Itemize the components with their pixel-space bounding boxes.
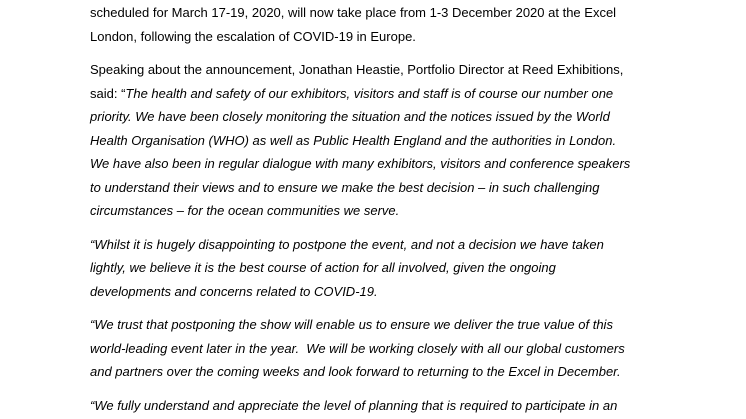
quote-text-line: and partners over the coming weeks and look forward to returning to the Excel in December.: [90, 364, 621, 379]
text-line: Speaking about the announcement, Jonathan Heastie, Portfolio Director at Reed Exhibitions,: [90, 62, 624, 77]
quote-text-line: “We trust that postponing the show will enable us to ensure we deliver the true value of this: [90, 317, 613, 332]
text-line: said: “: [90, 85, 126, 101]
paragraph-announcement-quote: [90, 58, 656, 223]
quote-text-line: The health and safety of our exhibitors, visitors and staff is of course our number one: [125, 85, 614, 101]
document-body: [90, 1, 656, 419]
quote-text-line: lightly, we believe it is the best course of action for all involved, given the ongoing: [90, 260, 556, 275]
quote-text-line: circumstances – for the ocean communities we serve.: [90, 203, 400, 218]
paragraph-planning-quote: [90, 394, 656, 418]
quote-text-line: developments and concerns related to COVID-19.: [90, 283, 378, 299]
quote-text-line: to understand their views and to ensure we make the best decision – in such challenging: [90, 179, 600, 195]
paragraph-trust-quote: [90, 313, 656, 384]
paragraph-event-dates: [90, 1, 656, 48]
quote-text-line: world-leading event later in the year. We will be working closely with all our global customers: [90, 340, 625, 356]
quote-text-line: We have also been in regular dialogue with many exhibitors, visitors and conference speakers: [90, 156, 631, 171]
quote-text-line: Health Organisation (WHO) as well as Public Health England and the authorities in London.: [90, 132, 617, 148]
text-line: scheduled for March 17-19, 2020, will now take place from 1-3 December 2020 at the Excel: [90, 5, 617, 20]
quote-text-line: “Whilst it is hugely disappointing to postpone the event, and not a decision we have taken: [90, 236, 604, 252]
text-line: London, following the escalation of COVID-19 in Europe.: [90, 28, 416, 44]
quote-text-line: “We fully understand and appreciate the level of planning that is required to participate in an: [90, 397, 618, 413]
quote-text-line: priority. We have been closely monitoring the situation and the notices issued by the World: [90, 109, 610, 124]
paragraph-postponement-quote: [90, 233, 656, 304]
